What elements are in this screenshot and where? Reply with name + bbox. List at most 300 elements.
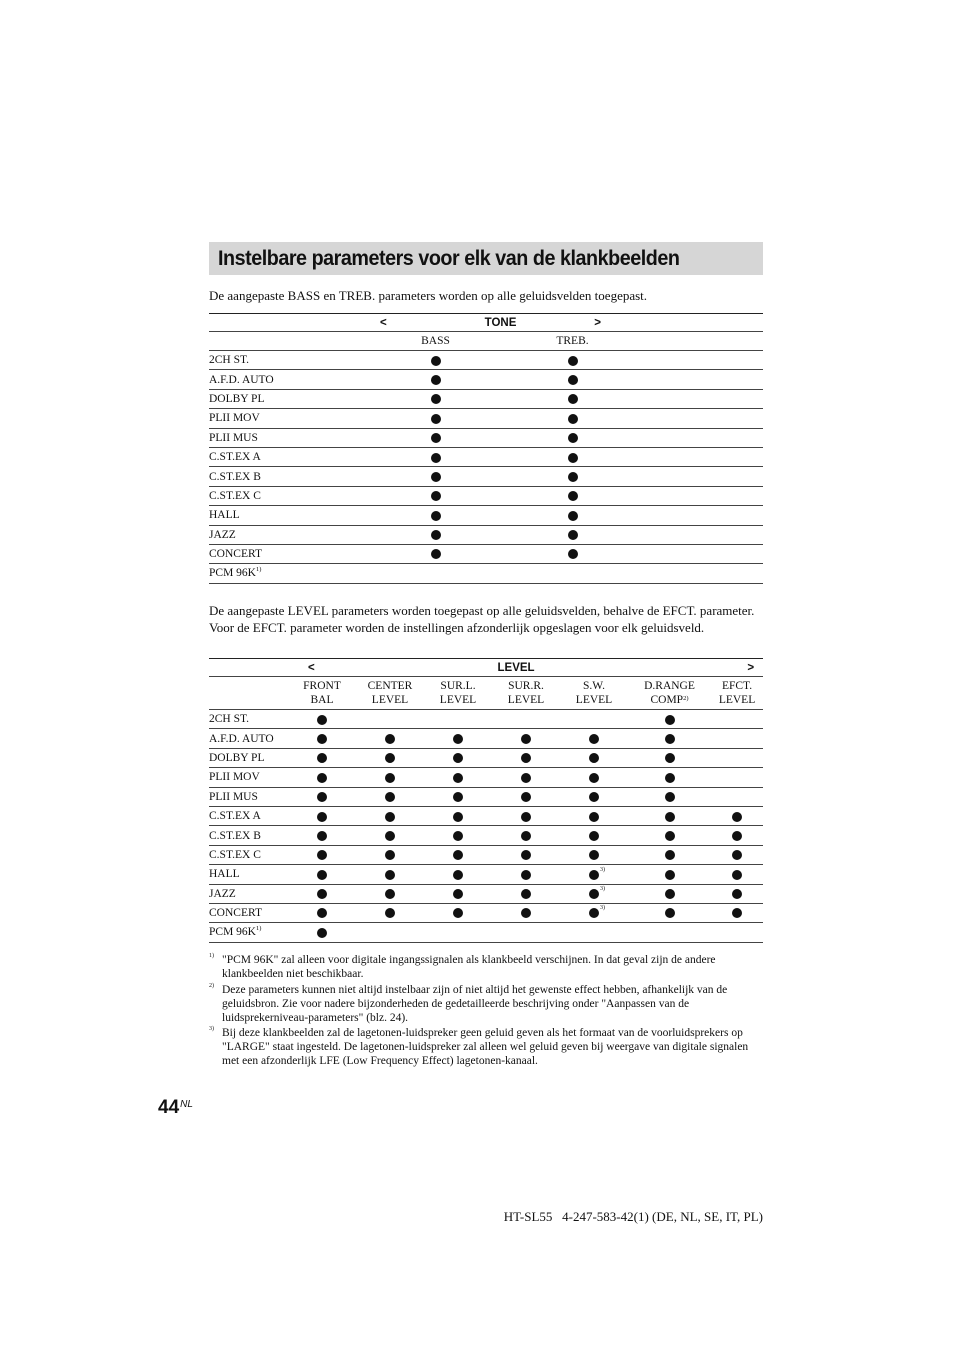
mode-cell [209,544,367,563]
value-cell [367,486,504,505]
enabled-dot-icon [453,831,463,841]
mode-label: PCM 96K [209,926,256,939]
spacer-cell [641,544,763,563]
section-heading: Instelbare parameters voor elk van de klankbeelden [218,246,680,270]
table-row [209,768,763,787]
mode-label: CONCERT [209,548,262,561]
footnote-mark: 3) [600,905,605,912]
mode-cell [209,409,367,428]
mode-cell [209,826,288,845]
column-header-line1: FRONT [303,680,341,692]
value-cell [711,884,763,903]
value-cell [424,826,492,845]
mode-cell [209,564,367,583]
footnote-text: "PCM 96K" zal alleen voor digitale ingangssignalen als klankbeeld verschijnen. In dat geval zijn de andere klankbeelden niet beschikbaar. [222,954,716,980]
enabled-dot-icon [589,886,605,899]
spacer-cell [641,351,763,370]
value-cell [628,884,711,903]
table-row [209,865,763,884]
table-row [209,923,763,942]
value-cell [492,710,560,729]
value-cell [367,428,504,447]
value-cell [492,729,560,748]
enabled-dot-icon [521,753,531,763]
page-number-value: 44 [158,1097,180,1118]
enabled-dot-icon [431,472,441,482]
value-cell [288,710,356,729]
value-cell [504,351,641,370]
footnote-item [209,1026,763,1068]
value-cell [356,923,424,942]
value-cell [288,787,356,806]
table-row [209,447,763,466]
enabled-dot-icon [665,870,675,880]
value-cell [356,729,424,748]
value-cell [504,370,641,389]
mode-label: HALL [209,868,240,881]
value-cell [711,710,763,729]
level-group-header [209,659,763,677]
spacer-cell [641,486,763,505]
tone-column-header: TREB. [504,332,641,351]
tone-group-right-arrow: > [594,316,601,329]
enabled-dot-icon [665,792,675,802]
document-code: HT-SL55 4-247-583-42(1) (DE, NL, SE, IT, PL) [503,1209,763,1224]
value-cell [356,710,424,729]
enabled-dot-icon [665,773,675,783]
enabled-dot-icon [317,773,327,783]
footnote-text: Deze parameters kunnen niet altijd instelbaar zijn of niet altijd het gewenste effect hebben, afhankelijk van de geluidsbron. Zie voor nadere bijzonderheden de gedetailleerde beschrijving onder "Aanpassen van de luidsprekerniveau-parameters" (blz. 24). [222,983,728,1024]
enabled-dot-icon [521,908,531,918]
value-cell [492,884,560,903]
value-cell [711,923,763,942]
value-cell [424,748,492,767]
column-header-line2: LEVEL [371,694,409,706]
enabled-dot-icon [431,394,441,404]
enabled-dot-icon [317,734,327,744]
enabled-dot-icon [521,792,531,802]
column-header-line2: LEVEL [507,694,545,706]
enabled-dot-icon [453,753,463,763]
enabled-dot-icon [385,831,395,841]
value-cell [628,748,711,767]
enabled-dot-icon [665,908,675,918]
footnote-mark: 1) [255,566,262,574]
mode-cell [209,389,367,408]
enabled-dot-icon [665,831,675,841]
enabled-dot-icon [317,850,327,860]
level-column-header [424,677,492,710]
level-column-header [356,677,424,710]
mode-label: DOLBY PL [209,751,265,764]
mode-label: DOLBY PL [209,392,265,405]
enabled-dot-icon [568,530,578,540]
mode-label: A.F.D. AUTO [209,732,274,745]
table-row [209,806,763,825]
value-cell [356,768,424,787]
enabled-dot-icon [317,889,327,899]
value-cell [424,884,492,903]
mode-cell [209,787,288,806]
value-cell [356,748,424,767]
table-row [209,564,763,583]
mode-label: 2CH ST. [209,354,250,367]
enabled-dot-icon [385,908,395,918]
enabled-dot-icon [385,753,395,763]
spacer-cell [641,467,763,486]
enabled-dot-icon [453,870,463,880]
enabled-dot-icon [589,734,599,744]
enabled-dot-icon [568,453,578,463]
enabled-dot-icon [385,870,395,880]
mode-label: PLII MUS [209,790,258,803]
value-cell [367,544,504,563]
value-cell [356,845,424,864]
value-cell [492,806,560,825]
enabled-dot-icon [732,831,742,841]
level-group-label: LEVEL [497,661,535,674]
enabled-dot-icon [431,433,441,443]
value-cell [424,903,492,922]
enabled-dot-icon [589,753,599,763]
table-row [209,884,763,903]
mode-label: 2CH ST. [209,713,250,726]
value-cell [288,865,356,884]
value-cell [288,806,356,825]
table-row [209,826,763,845]
enabled-dot-icon [589,792,599,802]
mode-cell [209,806,288,825]
page-number [158,1097,193,1119]
enabled-dot-icon [431,414,441,424]
mode-cell [209,845,288,864]
footnote-mark: 2) [683,695,689,702]
mode-label: CONCERT [209,907,262,920]
enabled-dot-icon [665,734,675,744]
value-cell [424,923,492,942]
enabled-dot-icon [665,715,675,725]
column-header-line1: CENTER [367,680,413,692]
enabled-dot-icon [521,812,531,822]
value-cell [504,486,641,505]
table-row [209,486,763,505]
value-cell [356,826,424,845]
mode-label: PLII MOV [209,412,260,425]
value-cell [424,787,492,806]
column-header-line1: D.RANGE [644,680,695,692]
value-cell [356,865,424,884]
footnote-mark: 3) [600,886,605,893]
footnote-mark: 1) [255,925,262,933]
enabled-dot-icon [589,773,599,783]
value-cell [711,826,763,845]
value-cell [711,748,763,767]
column-header-line2: COMP [650,694,684,706]
value-cell [560,845,628,864]
enabled-dot-icon [521,773,531,783]
table-row [209,710,763,729]
value-cell [560,923,628,942]
tone-column-spacer [641,332,763,351]
table-row [209,389,763,408]
column-header-line2: LEVEL [718,694,756,706]
value-cell [628,865,711,884]
column-header-line2: LEVEL [439,694,477,706]
value-cell [492,903,560,922]
value-cell [367,370,504,389]
value-cell [560,787,628,806]
mode-cell [209,525,367,544]
enabled-dot-icon [568,549,578,559]
enabled-dot-icon [568,433,578,443]
mode-cell [209,768,288,787]
tone-column-header-row [209,332,763,351]
spacer-cell [641,447,763,466]
value-cell [504,428,641,447]
level-column-header [711,677,763,710]
value-cell [492,923,560,942]
value-cell [492,826,560,845]
value-cell [356,903,424,922]
value-cell [504,506,641,525]
enabled-dot-icon [732,850,742,860]
value-cell [367,351,504,370]
value-cell [492,748,560,767]
table-row [209,845,763,864]
enabled-dot-icon [568,472,578,482]
tone-group-label: TONE [484,316,517,329]
mode-label: PLII MOV [209,771,260,784]
spacer-cell [641,564,763,583]
enabled-dot-icon [431,375,441,385]
table-row [209,370,763,389]
mode-label: C.ST.EX A [209,810,261,823]
mode-cell [209,865,288,884]
mode-label: JAZZ [209,528,236,541]
mode-label: C.ST.EX C [209,848,261,861]
value-cell [288,903,356,922]
enabled-dot-icon [453,734,463,744]
enabled-dot-icon [453,773,463,783]
enabled-dot-icon [732,870,742,880]
enabled-dot-icon [589,831,599,841]
mode-cell [209,506,367,525]
enabled-dot-icon [453,812,463,822]
enabled-dot-icon [732,812,742,822]
value-cell [628,729,711,748]
value-cell [711,729,763,748]
enabled-dot-icon [431,491,441,501]
footnotes [209,953,763,1070]
enabled-dot-icon [317,831,327,841]
value-cell [628,710,711,729]
enabled-dot-icon [385,792,395,802]
enabled-dot-icon [521,870,531,880]
value-cell [356,806,424,825]
value-cell [424,729,492,748]
spacer-cell [641,506,763,525]
tone-group-left-arrow: < [380,316,387,329]
level-column-header [628,677,711,710]
value-cell [424,768,492,787]
table-row [209,525,763,544]
table-row [209,787,763,806]
enabled-dot-icon [665,889,675,899]
mode-label: JAZZ [209,887,236,900]
footnote-item [209,953,763,981]
enabled-dot-icon [385,889,395,899]
column-header-line2: LEVEL [575,694,613,706]
level-group-right-arrow: > [747,661,755,674]
level-column-header [492,677,560,710]
value-cell [628,845,711,864]
enabled-dot-icon [568,394,578,404]
value-cell [504,544,641,563]
column-header-line2: BAL [310,694,334,706]
value-cell [367,467,504,486]
footnote-item [209,983,763,1025]
enabled-dot-icon [568,375,578,385]
enabled-dot-icon [732,889,742,899]
mode-cell [209,447,367,466]
value-cell [711,806,763,825]
value-cell [504,409,641,428]
enabled-dot-icon [665,812,675,822]
value-cell [711,845,763,864]
column-header-line1: SUR.R. [508,680,544,692]
value-cell [560,865,628,884]
value-cell [288,845,356,864]
section-heading-bar [209,242,763,275]
enabled-dot-icon [589,850,599,860]
value-cell [628,768,711,787]
enabled-dot-icon [732,908,742,918]
mode-label: PLII MUS [209,431,258,444]
mode-label: C.ST.EX B [209,829,261,842]
mode-cell [209,351,367,370]
value-cell [367,564,504,583]
value-cell [560,768,628,787]
enabled-dot-icon [521,831,531,841]
value-cell [628,923,711,942]
mode-cell [209,428,367,447]
enabled-dot-icon [431,453,441,463]
footnote-number: 3) [209,1026,214,1032]
table-row [209,903,763,922]
value-cell [424,806,492,825]
column-header-line1: SUR.L. [440,680,476,692]
value-cell [356,787,424,806]
value-cell [628,903,711,922]
enabled-dot-icon [317,715,327,725]
table-row [209,467,763,486]
value-cell [711,903,763,922]
level-column-header [288,677,356,710]
column-header-line1: S.W. [583,680,605,692]
mode-cell [209,370,367,389]
mode-label: HALL [209,509,240,522]
level-intro-text: De aangepaste LEVEL parameters worden toegepast op alle geluidsvelden, behalve de EFCT. parameter. Voor de EFCT. parameter worden de instellingen afzonderlijk opgeslagen voor elk geluidsveld. [209,603,755,635]
mode-cell [209,467,367,486]
value-cell [288,884,356,903]
value-cell [288,923,356,942]
footnote-mark: 3) [600,866,605,873]
mode-cell [209,710,288,729]
mode-cell [209,486,367,505]
mode-label: PCM 96K [209,567,256,580]
enabled-dot-icon [385,734,395,744]
value-cell [504,447,641,466]
enabled-dot-icon [568,511,578,521]
mode-label: C.ST.EX B [209,470,261,483]
enabled-dot-icon [521,889,531,899]
value-cell [367,506,504,525]
table-row [209,409,763,428]
enabled-dot-icon [453,908,463,918]
enabled-dot-icon [665,753,675,763]
value-cell [711,768,763,787]
enabled-dot-icon [317,792,327,802]
enabled-dot-icon [431,511,441,521]
value-cell [288,826,356,845]
enabled-dot-icon [431,356,441,366]
value-cell [492,865,560,884]
enabled-dot-icon [317,908,327,918]
enabled-dot-icon [453,889,463,899]
value-cell [628,826,711,845]
mode-label: A.F.D. AUTO [209,373,274,386]
level-column-header [560,677,628,710]
value-cell [560,748,628,767]
value-cell [628,787,711,806]
value-cell [560,729,628,748]
value-cell [711,865,763,884]
enabled-dot-icon [665,850,675,860]
spacer-cell [641,389,763,408]
value-cell [504,467,641,486]
mode-label: C.ST.EX C [209,489,261,502]
value-cell [560,806,628,825]
enabled-dot-icon [431,549,441,559]
enabled-dot-icon [385,773,395,783]
spacer-cell [641,525,763,544]
level-column-header-row [209,677,763,710]
level-group-left-arrow: < [308,661,315,674]
enabled-dot-icon [317,812,327,822]
value-cell [628,806,711,825]
enabled-dot-icon [568,356,578,366]
column-header-line1: EFCT. [721,680,753,692]
table-row [209,506,763,525]
enabled-dot-icon [317,870,327,880]
value-cell [492,845,560,864]
value-cell [367,447,504,466]
mode-cell [209,748,288,767]
table-row [209,748,763,767]
mode-label: C.ST.EX A [209,451,261,464]
tone-group-header [209,314,763,332]
enabled-dot-icon [385,850,395,860]
enabled-dot-icon [589,905,605,918]
value-cell [560,903,628,922]
value-cell [367,409,504,428]
footnote-text: Bij deze klankbeelden zal de lagetonen-luidspreker geen geluid geven als het formaat van de voorluidsprekers op "LARGE" staat ingesteld. De lagetonen-luidspreker zal alleen wel geluid geven bij weergave van digitale signalen met een afzonderlijk LFE (Low Frequency Effect) lagetonen-kanaal. [222,1027,749,1067]
enabled-dot-icon [317,753,327,763]
value-cell [504,564,641,583]
mode-cell [209,903,288,922]
level-parameter-table [209,658,763,943]
value-cell [560,884,628,903]
